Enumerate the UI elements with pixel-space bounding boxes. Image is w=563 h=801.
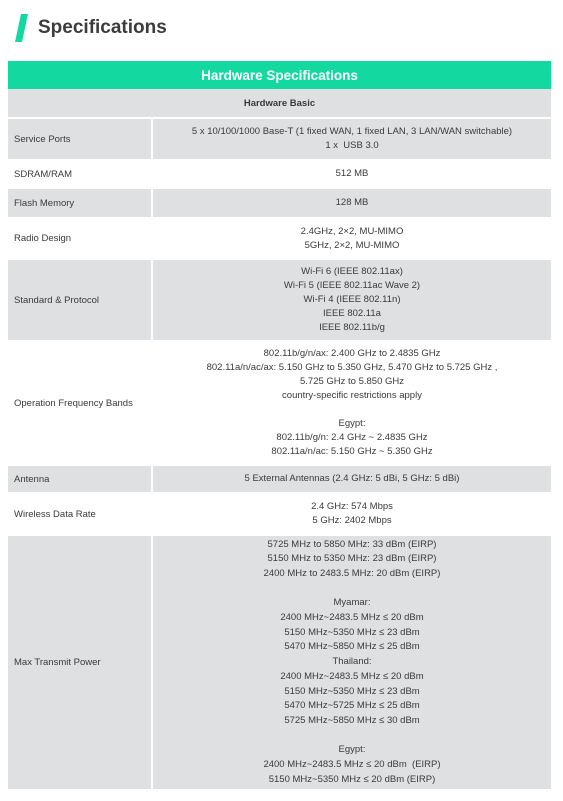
spec-value-line: 5 x 10/100/1000 Base-T (1 fixed WAN, 1 fixed LAN, 3 LAN/WAN switchable) [191, 126, 513, 137]
table-row [8, 259, 551, 341]
spec-value-line: 2.4GHz, 2×2, MU-MIMO [300, 225, 404, 237]
section-heading [14, 14, 167, 42]
spec-label: Service Ports [8, 118, 152, 160]
spec-value-line: 802.11a/n/ac: 5.150 GHz ~ 5.350 GHz [271, 446, 433, 457]
table-subheader: Hardware Basic [8, 89, 551, 118]
spec-value [152, 160, 551, 188]
spec-value-line: 5725 MHz~5850 MHz ≤ 30 dBm [284, 714, 420, 726]
spec-value-line: 5470 MHz~5850 MHz ≤ 25 dBm [284, 641, 420, 653]
spec-value-line: 2400 MHz~2483.5 MHz ≤ 20 dBm [280, 670, 424, 682]
spec-value-line: Wi-Fi 6 (IEEE 802.11ax) [301, 266, 403, 277]
spec-value-line: 5150 MHz to 5350 MHz: 23 dBm (EIRP) [267, 553, 437, 565]
spec-value-line: Thailand: [332, 656, 372, 668]
spec-value [152, 493, 551, 535]
spec-value-line: 5 External Antennas (2.4 GHz: 5 dBi, 5 GHz: 5 dBi) [244, 473, 460, 484]
spec-value-line: 1 x USB 3.0 [325, 140, 379, 151]
spec-label: Wireless Data Rate [8, 493, 152, 535]
spec-value-line: 5150 MHz~5350 MHz ≤ 20 dBm (EIRP) [268, 773, 436, 785]
spec-value [152, 218, 551, 259]
table-row [8, 341, 551, 465]
spec-value-line: country-specific restrictions apply [282, 390, 422, 401]
table-row [8, 118, 551, 160]
spec-value [152, 118, 551, 160]
spec-value-line: 802.11b/g/n/ax: 2.400 GHz to 2.4835 GHz [263, 348, 441, 359]
spec-value-line: Egypt: [338, 418, 366, 429]
table-row [8, 218, 551, 259]
spec-value-line: 802.11b/g/n: 2.4 GHz ~ 2.4835 GHz [276, 432, 428, 443]
spec-value-line: Wi-Fi 4 (IEEE 802.11n) [303, 294, 401, 305]
spec-value-line: IEEE 802.11b/g [319, 322, 385, 333]
spec-value-line: Wi-Fi 5 (IEEE 802.11ac Wave 2) [283, 280, 421, 291]
spec-value-line [153, 582, 551, 597]
table-row [8, 160, 551, 188]
spec-value [152, 188, 551, 218]
hardware-spec-table [8, 61, 551, 791]
spec-label: SDRAM/RAM [8, 160, 152, 188]
spec-value-line [153, 729, 551, 744]
spec-value-line: IEEE 802.11a [323, 308, 381, 319]
spec-value [152, 535, 551, 790]
spec-value-line: 5 GHz: 2402 Mbps [312, 515, 392, 526]
spec-label: Operation Frequency Bands [8, 341, 152, 465]
spec-label: Max Transmit Power [8, 535, 152, 790]
table-row [8, 535, 551, 790]
table-subheader-row [8, 89, 551, 118]
spec-value-line: 2400 MHz to 2483.5 MHz: 20 dBm (EIRP) [263, 567, 441, 579]
table-title: Hardware Specifications [8, 61, 551, 89]
spec-label: Flash Memory [8, 188, 152, 218]
spec-value [152, 259, 551, 341]
spec-value-line [153, 403, 551, 417]
spec-label: Standard & Protocol [8, 259, 152, 341]
spec-value-line: 512 MB [335, 168, 369, 179]
spec-value [152, 341, 551, 465]
spec-value-line: Myamar: [333, 597, 371, 609]
spec-value-line: 128 MB [335, 197, 369, 208]
spec-value [152, 465, 551, 493]
table-row [8, 493, 551, 535]
table-row [8, 465, 551, 493]
table-title-row [8, 61, 551, 89]
section-title: Specifications [38, 17, 167, 38]
spec-value-line: 2400 MHz~2483.5 MHz ≤ 20 dBm (EIRP) [263, 759, 441, 771]
spec-value-line: 2.4 GHz: 574 Mbps [311, 501, 393, 512]
spec-value-line: Egypt: [338, 744, 366, 756]
spec-value-line: 5150 MHz~5350 MHz ≤ 23 dBm [284, 685, 420, 697]
slash-accent-icon [14, 14, 30, 42]
table-row [8, 188, 551, 218]
spec-label: Radio Design [8, 218, 152, 259]
spec-label: Antenna [8, 465, 152, 493]
spec-value-line: 5.725 GHz to 5.850 GHz [299, 376, 405, 387]
spec-value-line: 802.11a/n/ac/ax: 5.150 GHz to 5.350 GHz, 5.470 GHz to 5.725 GHz , [206, 362, 498, 373]
spec-value-line: 2400 MHz~2483.5 MHz ≤ 20 dBm [280, 612, 424, 624]
spec-value-line: 5GHz, 2×2, MU-MIMO [304, 239, 400, 251]
spec-value-line: 5470 MHz~5725 MHz ≤ 25 dBm [284, 700, 420, 712]
spec-value-line: 5725 MHz to 5850 MHz: 33 dBm (EIRP) [267, 538, 437, 550]
spec-value-line: 5150 MHz~5350 MHz ≤ 23 dBm [284, 626, 420, 638]
